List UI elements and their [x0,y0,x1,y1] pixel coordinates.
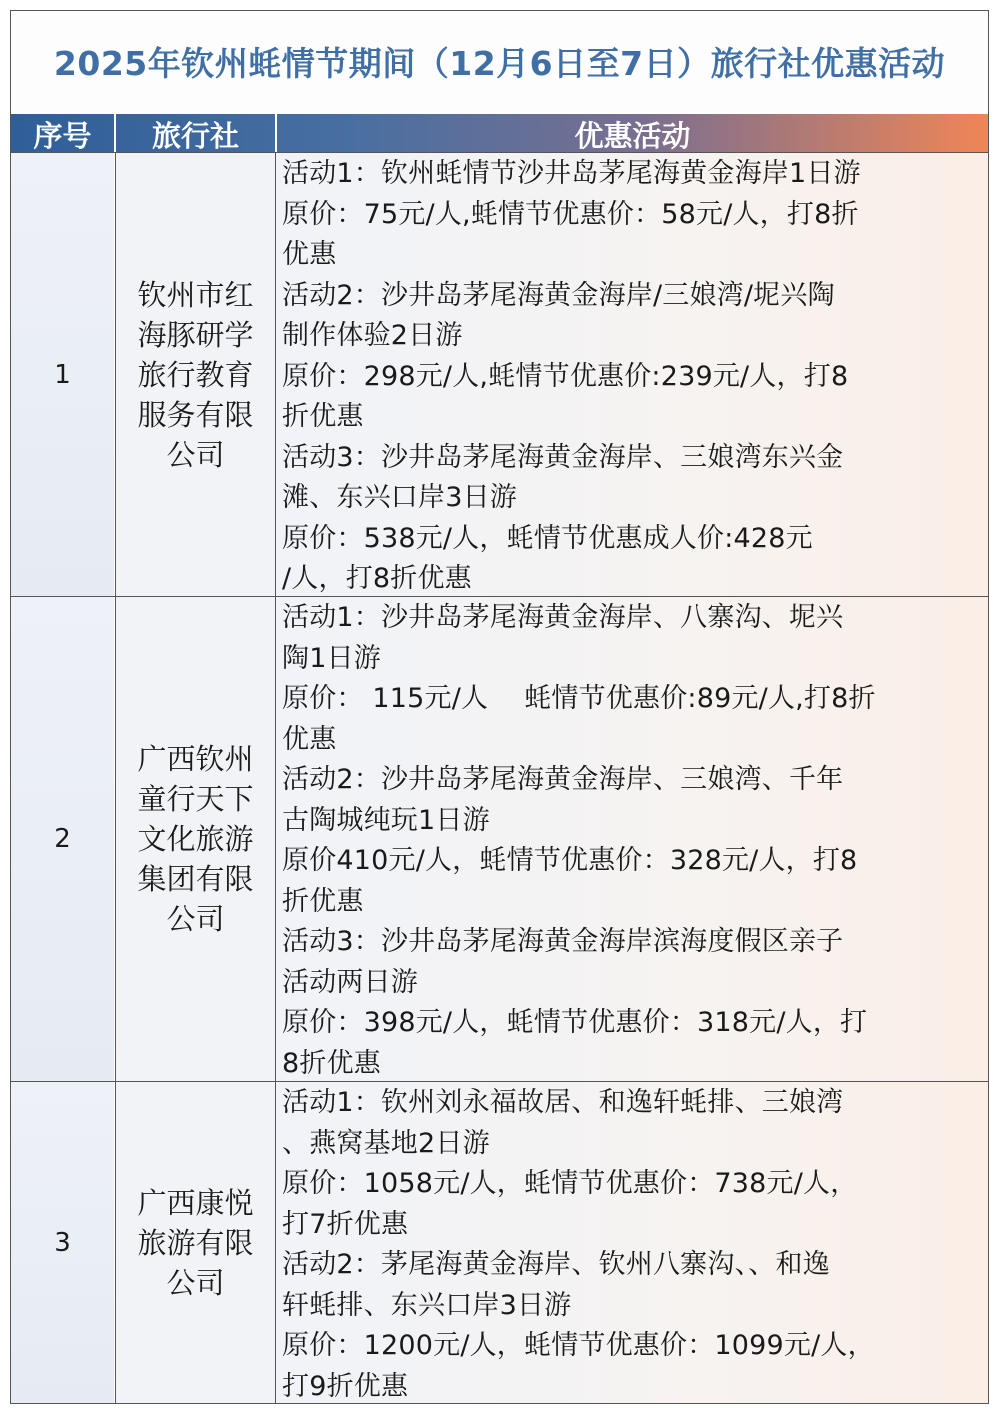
activities-cell [275,1082,988,1403]
agency-cell [115,153,275,596]
activity-line: 、燕窝基地2日游 [282,1127,490,1159]
activity-line: 原价： 115元/人 蚝情节优惠价:89元/人,打8折 [282,683,876,714]
agency-cell [115,597,275,1081]
agency-name: 广西康悦旅游有限公司 [137,1185,254,1300]
activity-line: 折优惠 [282,401,364,432]
table-header [11,114,988,154]
row-number: 2 [11,597,114,1081]
activity-line: 原价：538元/人，蚝情节优惠成人价:428元 [282,522,813,554]
activity-line: 活动2：沙井岛茅尾海黄金海岸、三娘湾、千年 [282,764,844,795]
activity-line: 打9折优惠 [282,1370,409,1402]
activity-line: 原价：1200元/人，蚝情节优惠价：1099元/人， [282,1330,875,1361]
activity-line: 优惠 [282,239,337,270]
row-number: 3 [11,1082,114,1403]
activity-line: 原价：1058元/人，蚝情节优惠价：738元/人， [282,1168,858,1199]
activity-line: 原价410元/人，蚝情节优惠价：328元/人，打8 [282,845,858,876]
activity-line: 活动3：沙井岛茅尾海黄金海岸滨海度假区亲子 [282,926,844,957]
table-row [11,152,988,596]
table-row [11,596,988,1081]
promotion-table [10,10,989,1404]
activity-line: 原价：298元/人,蚝情节优惠价:239元/人，打8 [282,360,849,392]
activity-line: 滩、东兴口岸3日游 [282,482,517,513]
row-number: 1 [11,153,114,596]
table-row [11,1081,988,1403]
activity-line: 古陶城纯玩1日游 [282,804,490,836]
activity-line: 8折优惠 [282,1047,381,1079]
activity-line: 优惠 [282,723,337,755]
agency-name: 钦州市红海豚研学旅行教育服务有限公司 [137,277,254,472]
activity-line: 活动1：钦州蚝情节沙井岛茅尾海黄金海岸1日游 [282,158,861,189]
activity-line: 活动3：沙井岛茅尾海黄金海岸、三娘湾东兴金 [282,441,844,473]
activity-line: 打7折优惠 [282,1208,409,1240]
header-no: 序号 [33,118,92,153]
activity-line: 活动1：沙井岛茅尾海黄金海岸、八寨沟、坭兴 [282,602,844,633]
activity-line: 轩蚝排、东兴口岸3日游 [282,1289,572,1321]
activity-line: 原价：398元/人，蚝情节优惠价：318元/人，打 [282,1007,868,1038]
activity-line: 折优惠 [282,885,364,917]
agency-cell [115,1082,275,1403]
activity-line: 活动2：茅尾海黄金海岸、钦州八寨沟、、和逸 [282,1249,830,1280]
activities-cell [275,597,988,1081]
activity-line: 活动2：沙井岛茅尾海黄金海岸/三娘湾/坭兴陶 [282,279,835,311]
header-agency: 旅行社 [151,118,239,153]
activity-line: 活动1：钦州刘永福故居、和逸轩蚝排、三娘湾 [282,1087,844,1118]
agency-name: 广西钦州童行天下文化旅游集团有限公司 [137,742,254,936]
activity-line: 活动两日游 [282,966,418,998]
header-activities: 优惠活动 [574,118,691,153]
activity-line: 陶1日游 [282,642,381,674]
activity-line: 制作体验2日游 [282,320,463,351]
page-title: 2025年钦州蚝情节期间（12月6日至7日）旅行社优惠活动 [11,11,988,112]
activity-line: 原价：75元/人,蚝情节优惠价：58元/人，打8折 [282,198,859,230]
activity-line: /人，打8折优惠 [282,563,472,594]
activities-cell [275,153,988,596]
